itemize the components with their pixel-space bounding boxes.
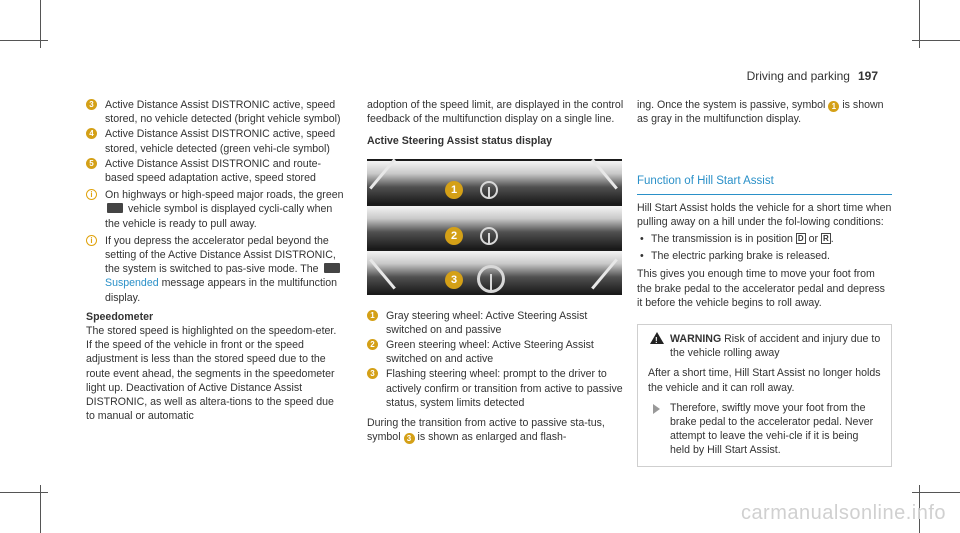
list-item <box>86 98 344 126</box>
warning-title: WARNING <box>670 333 722 346</box>
body-text: adoption of the speed limit, are displayed in the control feedback of the multifunction display on a single line. <box>367 99 624 126</box>
number-badge: 3 <box>367 368 378 379</box>
subheading: Speedometer <box>86 310 154 323</box>
section-heading: Function of Hill Start Assist <box>637 174 892 194</box>
number-badge: 2 <box>445 227 463 245</box>
number-badge: 5 <box>86 158 97 169</box>
vehicle-symbol-icon <box>324 263 340 273</box>
display-message: Suspended <box>105 277 159 290</box>
list-item <box>367 367 625 410</box>
body-text-part: During the transition from active to passive sta-tus, symbol <box>367 417 605 444</box>
crop-mark <box>0 40 48 41</box>
gear-r-key: R <box>822 234 829 244</box>
section-title: Driving and parking <box>746 69 850 83</box>
body-text: Hill Start Assist holds the vehicle for a short time when pulling away on a hill under the fol-lowing conditions: <box>637 201 892 228</box>
item-text: Active Distance Assist DISTRONIC active, speed stored, no vehicle detected (bright vehicle symbol) <box>105 99 341 126</box>
warning-icon <box>650 332 664 344</box>
body-text <box>637 98 892 126</box>
warning-header <box>648 332 881 360</box>
number-badge: 4 <box>86 128 97 139</box>
list-item <box>367 309 625 337</box>
body-text: This gives you enough time to move your foot from the brake pedal to the accelerator pedal and depress it before the vehicle begins to roll away. <box>637 268 885 309</box>
warning-body: After a short time, Hill Start Assist no longer holds the vehicle and it can roll away. <box>648 367 881 394</box>
watermark: carmanualsonline.info <box>740 502 946 524</box>
body-text-part: ing. Once the system is passive, symbol <box>637 99 826 111</box>
column-3 <box>637 98 892 467</box>
item-text: Green steering wheel: Active Steering Assist switched on and active <box>386 339 594 366</box>
note <box>86 188 344 231</box>
gear-d-key: D <box>797 234 804 244</box>
list-item <box>367 338 625 366</box>
column-2 <box>367 98 625 444</box>
info-icon: i <box>86 235 97 246</box>
number-badge: 2 <box>367 339 378 350</box>
number-badge: 1 <box>367 310 378 321</box>
note-text: If you depress the accelerator pedal beyond the setting of the Active Distance Assist DISTRONIC, the system is switched to pas-sive mode. The <box>105 234 336 276</box>
steering-wheel-icon <box>480 181 498 199</box>
steering-wheel-icon <box>480 227 498 245</box>
body-text-part: is shown as gray in the multifunction display. <box>637 99 884 126</box>
page-header <box>747 69 878 83</box>
crop-mark <box>912 492 960 493</box>
arrow-right-icon <box>653 404 660 414</box>
crop-mark <box>912 40 960 41</box>
item-text: Flashing steering wheel: prompt to the driver to actively confirm or transition from active to passive status, system limits detected <box>386 368 623 409</box>
number-badge: 3 <box>445 271 463 289</box>
bullet-item: • The electric parking brake is released. <box>637 249 892 263</box>
crop-mark <box>0 492 48 493</box>
number-badge: 3 <box>404 433 415 444</box>
body-text-part: is shown as enlarged and flash- <box>417 431 567 444</box>
bullet-text: The transmission is in position <box>651 233 793 246</box>
body-text <box>367 416 625 444</box>
bullet-item: • The transmission is in position D or R . <box>637 232 892 246</box>
item-text: Gray steering wheel: Active Steering Assist switched on and passive <box>386 309 588 336</box>
status-display-illustration <box>367 159 622 295</box>
bullet-text: or <box>808 233 819 246</box>
note <box>86 234 344 305</box>
warning-box <box>637 324 892 467</box>
note-text: message appears in the multifunction display. <box>105 277 338 304</box>
item-text: Active Distance Assist DISTRONIC and route-based speed adaptation active, speed stored <box>105 157 322 185</box>
vehicle-symbol-icon <box>107 203 123 213</box>
item-text: Active Distance Assist DISTRONIC active, speed stored, vehicle detected (green vehi-cle symbol) <box>105 128 336 155</box>
page-number: 197 <box>857 69 878 83</box>
number-badge: 1 <box>445 181 463 199</box>
number-badge: 1 <box>828 101 839 112</box>
subheading: Active Steering Assist status display <box>367 135 553 148</box>
note-text: On highways or high-speed major roads, the green <box>105 189 344 202</box>
warning-subtitle: Risk of accident and injury due to the vehicle rolling away <box>670 333 881 360</box>
list-item <box>86 127 344 155</box>
steering-wheel-icon <box>477 265 505 293</box>
body-text: The stored speed is highlighted on the speedom-eter. If the speed of the vehicle in front or the speed adjustment is less than the stored speed due to the route event ahead, the segments in the speedometer light up. Deactivation of Active Distance Assist DISTRONIC, as well as altera-tions to the speed due to manual or automatic <box>86 325 337 423</box>
info-icon: i <box>86 189 97 200</box>
note-text: vehicle symbol is displayed cycli-cally when the vehicle is ready to pull away. <box>105 203 333 230</box>
column-1 <box>86 98 344 423</box>
warning-step <box>648 401 881 458</box>
step-text: Therefore, swiftly move your foot from the brake pedal to the accelerator pedal. Never attempt to leave the vehi-cle if it is being held by Hill Start Assist. <box>670 401 874 457</box>
list-item <box>86 157 344 185</box>
number-badge: 3 <box>86 99 97 110</box>
